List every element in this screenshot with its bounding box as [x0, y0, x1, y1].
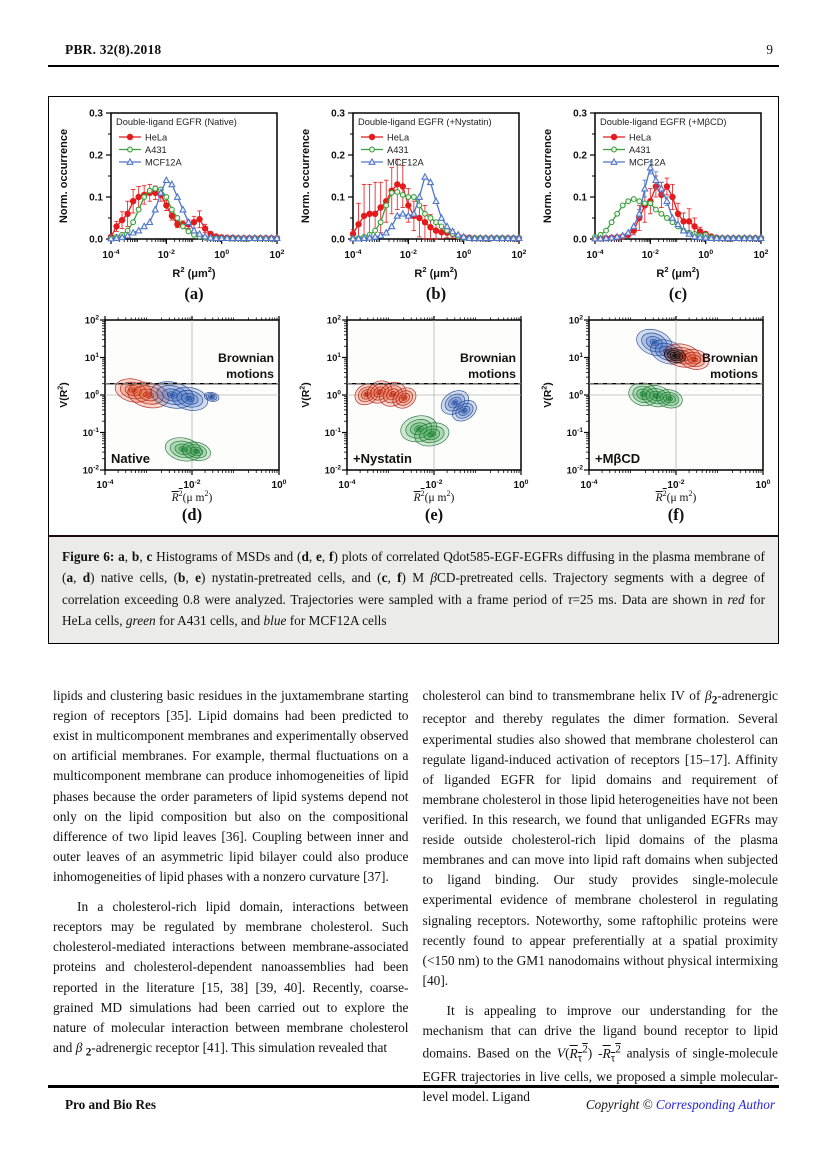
y-axis-label: $V(R^2)$	[540, 382, 554, 408]
condition-label: +Nystatin	[353, 451, 412, 466]
x-tick-label: $10^2$	[269, 248, 285, 261]
x-tick-label: $10^{-4}$	[586, 248, 604, 261]
paragraph: It is appealing to improve our understanding for the mechanism that can drive the ligand bound receptor to lipid domains. Based on the $V(R_\tau^2)$ $-R_\tau^2$ analysis of single-molecule EGFR trajectories in live cells, we proposed a simple molecular-level model. Ligand	[422, 1002, 778, 1105]
x-tick-label: $10^2$	[511, 248, 527, 261]
y-tick-label: 0.0	[331, 234, 345, 246]
condition-label: +MβCD	[595, 451, 641, 466]
x-tick-label: $10^{-2}$	[667, 478, 685, 491]
body-column-right	[423, 686, 779, 1107]
x-tick-label: $10^0$	[271, 478, 287, 491]
page-footer	[48, 1085, 779, 1113]
panel-label-f: (f)	[667, 504, 685, 524]
chart-svg-e	[295, 312, 532, 492]
y-tick-label: $10^{-2}$	[82, 464, 99, 477]
y-tick-label: $10^1$	[568, 352, 583, 364]
histogram-row	[49, 97, 778, 304]
y-tick-label: 0.3	[331, 108, 345, 120]
x-axis-label: $R^2(\mu$ $m^2$)	[413, 489, 455, 504]
legend-label: HeLa	[145, 132, 168, 143]
y-tick-label: $10^{-2}$	[324, 464, 341, 477]
y-tick-label: $10^0$	[326, 389, 341, 402]
y-tick-label: 0.1	[89, 192, 103, 204]
x-tick-label: $10^{-2}$	[183, 478, 201, 491]
y-tick-label: $10^2$	[326, 314, 341, 327]
paragraph: cholesterol can bind to transmembrane helix IV of $\beta_2$-adrenergic receptor and thereby regulates the dimer formation. Several experimental studies also showed that membrane cholesterol can regulate ligand-induced activation of receptors [15–17]. Affinity of liganded EGFR for lipid domains and requirement of membrane cholesterol in those lipid heterogeneities have not been verified. In this research, we found that unliganded EGFRs may reside outside cholesterol-rich lipid domains of the plasma membranes and can move into lipid raft domains when subjected to ligand binding. Our study provides single-molecule experimental evidence of membrane cholesterol in regulating signaling receptors. Noteworthy, some raftophilic proteins were recently found to appear preferentially at a spatial proximity (<150 nm) to the GM1 nanodomains without physical intermixing [40].	[422, 688, 778, 988]
y-tick-label: $10^1$	[84, 352, 99, 364]
annotation-brownian-motions: Brownian	[701, 351, 758, 365]
annotation-brownian-motions: Brownian	[217, 351, 274, 365]
panel-label-b: (b)	[425, 284, 447, 303]
x-tick-label: $10^{-4}$	[102, 248, 120, 261]
figure-caption-text: Figure 6: a, b, c Histograms of MSDs and (d, e, f) plots of correlated Qdot585-EGF-EGFRs diffusing in the plasma membrane of (a, d) native cells, (b, e) nystatin-pretreated cells, and (c, f) M βCD-pretreated cells. Trajectory segments with a degree of correlation exceeding 0.8 were analyzed. Trajectories were sampled with a frame period of τ=25 ms. Data are shown in red for HeLa cells, green for A431 cells, and blue for MCF12A cells	[62, 548, 765, 629]
legend-label: A431	[387, 144, 409, 155]
x-tick-label: $10^{-2}$	[157, 248, 175, 261]
contour-row	[49, 304, 778, 525]
y-tick-label: 0.1	[573, 192, 587, 204]
chart-panel-a	[53, 105, 290, 304]
x-axis-label: $R^2(\mu$ $m^2$)	[171, 489, 213, 504]
y-tick-label: 0.3	[573, 108, 587, 120]
chart-panel-f	[537, 312, 774, 525]
body-text	[53, 686, 778, 1107]
chart-panel-c	[537, 105, 774, 304]
figure-caption	[49, 535, 778, 643]
y-tick-label: $10^0$	[84, 389, 99, 402]
chart-panel-b	[295, 105, 532, 304]
x-tick-label: $10^{-2}$	[641, 248, 659, 261]
x-tick-label: $10^{-4}$	[580, 478, 598, 491]
x-axis-label: $R^2$ $(\mu m^2)$	[656, 265, 700, 280]
y-tick-label: $10^2$	[84, 314, 99, 327]
annotation-brownian-motions: motions	[710, 367, 758, 381]
x-tick-label: $10^0$	[456, 248, 472, 261]
legend-label: A431	[145, 144, 167, 155]
panel-label-e: (e)	[424, 504, 444, 524]
x-tick-label: $10^{-2}$	[425, 478, 443, 491]
legend-label: MCF12A	[387, 157, 424, 168]
y-tick-label: 0.2	[573, 150, 587, 162]
legend-title: Double-ligand EGFR (+MβCD)	[600, 117, 727, 127]
chart-svg-d	[53, 312, 290, 492]
x-tick-label: $10^0$	[513, 478, 529, 491]
x-axis-label: $R^2(\mu$ $m^2$)	[655, 489, 697, 504]
y-tick-label: $10^{-1}$	[566, 427, 583, 439]
x-tick-label: $10^0$	[755, 478, 771, 491]
y-axis-label: $V(R^2)$	[298, 382, 312, 408]
x-tick-label: $10^{-4}$	[96, 478, 114, 491]
y-tick-label: 0.1	[331, 192, 345, 204]
x-tick-label: $10^0$	[698, 248, 714, 261]
paragraph: lipids and clustering basic residues in the juxtamembrane starting region of receptors [35]. Lipid domains had been predicted to exist in multicomponent membranes and experimentally observed on artificial membranes. For example, thermal fluctuations on a multicomponent membrane can produce inhomogeneities of lipid phases because the order parameters of lipid systems depend not only on the lipid composition but also on the compositional difference of two lipid leaves [36]. Coupling between inner and outer leaves of an asymmetric lipid bilayer could also produce inhomogeneities of lipid phases with a nonzero curvature [37].	[53, 688, 409, 884]
chart-panel-d	[53, 312, 290, 525]
y-axis-label: $V(R^2)$	[56, 382, 70, 408]
x-axis-label: $R^2$ $(\mu m^2)$	[172, 265, 216, 280]
chart-svg-f	[537, 312, 774, 492]
x-tick-label: $10^{-4}$	[344, 248, 362, 261]
x-tick-label: $10^{-2}$	[399, 248, 417, 261]
body-column-left	[53, 686, 409, 1107]
copyright-label: Copyright ©	[585, 1097, 656, 1112]
y-tick-label: $10^{-1}$	[324, 427, 341, 439]
annotation-brownian-motions: motions	[468, 367, 516, 381]
legend-label: HeLa	[387, 132, 410, 143]
page-header	[48, 42, 779, 67]
legend-label: MCF12A	[629, 157, 666, 168]
y-axis-label: Norm. occurrence	[300, 128, 312, 224]
y-tick-label: 0.0	[573, 234, 587, 246]
chart-svg-b	[295, 105, 532, 283]
chart-panel-e	[295, 312, 532, 525]
y-axis-label: Norm. occurrence	[58, 128, 70, 224]
panel-label-a: (a)	[184, 284, 204, 303]
footer-copyright	[586, 1097, 775, 1113]
y-tick-label: $10^{-1}$	[82, 427, 99, 439]
y-tick-label: $10^2$	[568, 314, 583, 327]
legend-label: HeLa	[629, 132, 652, 143]
condition-label: Native	[111, 451, 151, 466]
legend-label: MCF12A	[145, 157, 182, 168]
x-tick-label: $10^2$	[753, 248, 769, 261]
legend-label: A431	[629, 144, 651, 155]
panel-label-d: (d)	[181, 504, 203, 524]
annotation-brownian-motions: motions	[226, 367, 274, 381]
figure-6	[48, 96, 779, 644]
legend-title: Double-ligand EGFR (+Nystatin)	[358, 117, 492, 127]
legend-title: Double-ligand EGFR (Native)	[116, 117, 237, 127]
y-tick-label: 0.3	[89, 108, 103, 120]
chart-svg-a	[53, 105, 290, 283]
y-axis-label: Norm. occurrence	[542, 128, 554, 224]
footer-journal: Pro and Bio Res	[65, 1097, 156, 1112]
y-tick-label: 0.0	[89, 234, 103, 246]
y-tick-label: $10^{-2}$	[566, 464, 583, 477]
x-tick-label: $10^0$	[214, 248, 230, 261]
footer-author-link[interactable]: Corresponding Author	[655, 1097, 775, 1112]
annotation-brownian-motions: Brownian	[459, 351, 516, 365]
chart-svg-c	[537, 105, 774, 283]
journal-reference: PBR. 32(8).2018	[65, 42, 162, 57]
x-tick-label: $10^{-4}$	[338, 478, 356, 491]
paragraph: In a cholesterol-rich lipid domain, interactions between receptors may be regulated by membrane cholesterol. Such cholesterol-mediated interactions between membrane-associated proteins and cholesterol-dependent nanoassemblies had been reported in the literature [15, 38] [39, 40]. Recently, coarse-grained MD simulations had been carried out to explore the nature of molecular interaction between membrane cholesterol and β $_2$-adrenergic receptor [41]. This simulation revealed that	[53, 899, 409, 1059]
panel-label-c: (c)	[668, 284, 688, 303]
y-tick-label: 0.2	[89, 150, 103, 162]
y-tick-label: 0.2	[331, 150, 345, 162]
y-tick-label: $10^0$	[568, 389, 583, 402]
y-tick-label: $10^1$	[326, 352, 341, 364]
x-axis-label: $R^2$ $(\mu m^2)$	[414, 265, 458, 280]
page-number: 9	[766, 42, 773, 57]
